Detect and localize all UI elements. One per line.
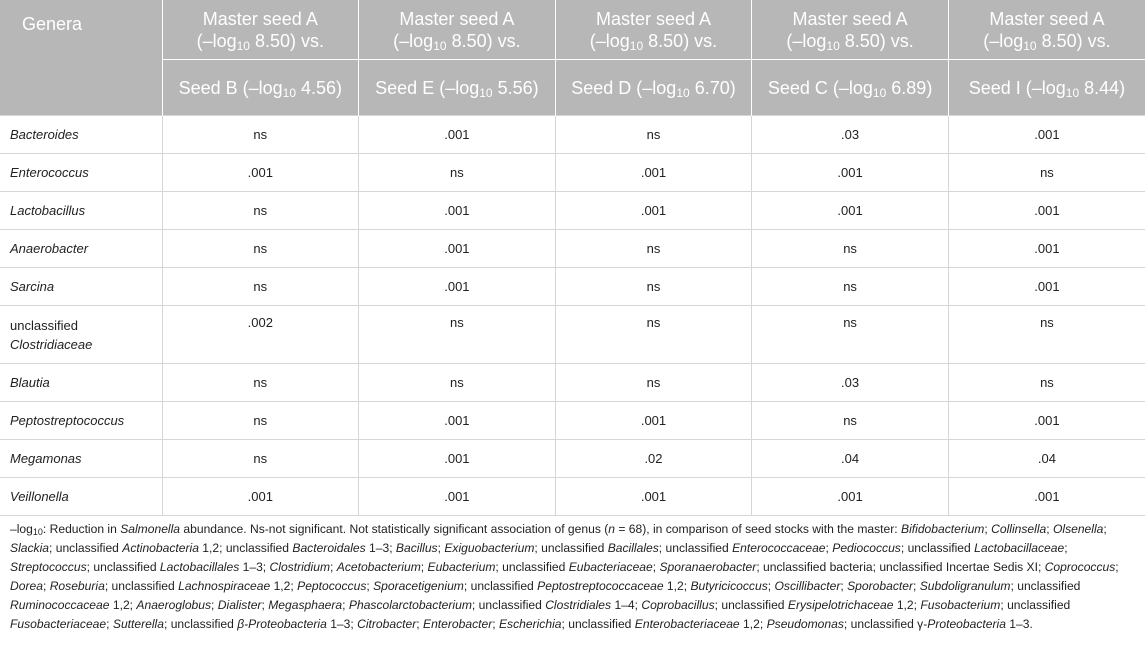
value-cell: .001 xyxy=(555,478,752,516)
master-line2-pre: (–log xyxy=(983,30,1024,51)
master-line1: Master seed A xyxy=(595,8,712,29)
value-cell: .001 xyxy=(162,478,359,516)
seed-pre: Seed C (–log xyxy=(767,77,873,98)
genus-cell xyxy=(0,154,162,192)
master-seed-header xyxy=(948,0,1145,60)
footnote-taxon: Enterococcaceae xyxy=(732,541,826,555)
table-row xyxy=(0,402,1145,440)
footnote xyxy=(0,516,1145,634)
genus-cell xyxy=(0,268,162,306)
value-cell: .03 xyxy=(752,116,949,154)
footnote-text: 1,2; unclassified xyxy=(198,541,293,555)
footnote-text: ; xyxy=(437,541,445,555)
value-cell: .001 xyxy=(359,192,556,230)
genus-name: Enterococcus xyxy=(10,165,89,180)
value-cell: .001 xyxy=(752,478,949,516)
footnote-text: ; xyxy=(42,579,50,593)
value-cell: ns xyxy=(162,192,359,230)
value-cell: .001 xyxy=(162,154,359,192)
table-row xyxy=(0,440,1145,478)
genus-name: Veillonella xyxy=(10,489,69,504)
genus-prefix: unclassified xyxy=(10,317,78,333)
footnote-taxon: Streptococcus xyxy=(10,560,87,574)
footnote-taxon: Erysipelotrichaceae xyxy=(787,598,894,612)
value-cell: .001 xyxy=(948,116,1145,154)
footnote-taxon: Citrobacter xyxy=(357,617,417,631)
footnote-text: ; unclassified bacteria; unclassified Incertae Sedis XI; xyxy=(756,560,1045,574)
footnote-taxon: Dialister xyxy=(217,598,262,612)
footnote-text: ; unclassified xyxy=(1010,579,1081,593)
value-cell: ns xyxy=(948,364,1145,402)
footnote-taxon: Clostridiales xyxy=(545,598,612,612)
seed-sub: 10 xyxy=(872,85,887,100)
master-line2-pre: (–log xyxy=(196,30,237,51)
master-line2-sub: 10 xyxy=(236,38,250,53)
table-row xyxy=(0,306,1145,364)
value-cell: ns xyxy=(555,116,752,154)
seed-sub: 10 xyxy=(282,85,296,100)
footnote-taxon: Exiguobacterium xyxy=(444,541,535,555)
footnote-taxon: Sporanaerobacter xyxy=(659,560,757,574)
footnote-text: 1–3; xyxy=(365,541,396,555)
value-cell: ns xyxy=(555,230,752,268)
value-cell: ns xyxy=(162,364,359,402)
footnote-taxon: Eubacterium xyxy=(427,560,496,574)
footnote-text: 1,2; xyxy=(663,579,691,593)
value-cell: ns xyxy=(162,268,359,306)
footnote-taxon: Butyricicoccus xyxy=(690,579,768,593)
value-cell: ns xyxy=(162,440,359,478)
value-cell: .001 xyxy=(948,268,1145,306)
footnote-text: 1–3. xyxy=(1005,617,1033,631)
footnote-taxon: Salmonella xyxy=(120,522,181,536)
footnote-taxon: Proteobacteria xyxy=(927,617,1006,631)
footnote-taxon: Clostridium xyxy=(269,560,331,574)
footnote-text: ; xyxy=(1115,560,1119,574)
footnote-text: ; unclassified xyxy=(900,541,975,555)
footnote-text: ; xyxy=(913,579,920,593)
footnote-taxon: Dorea xyxy=(10,579,43,593)
master-seed-header xyxy=(555,0,752,60)
seed-sub: 10 xyxy=(1065,85,1080,100)
footnote-taxon: Actinobacteria xyxy=(122,541,199,555)
footnote-taxon: n xyxy=(608,522,615,536)
genus-name: Lactobacillus xyxy=(10,203,86,218)
value-cell: .001 xyxy=(948,192,1145,230)
footnote-text: ; xyxy=(492,617,499,631)
seed-pre: Seed D (–log xyxy=(571,77,677,98)
seed-post: 5.56) xyxy=(492,77,539,98)
value-cell: ns xyxy=(555,364,752,402)
footnote-taxon: Anaeroglobus xyxy=(136,598,212,612)
genus-cell xyxy=(0,192,162,230)
footnote-taxon: Peptococcus xyxy=(297,579,367,593)
footnote-text: ; unclassified xyxy=(471,598,546,612)
footnote-text: 1–3; xyxy=(239,560,270,574)
footnote-taxon: Peptostreptococcaceae xyxy=(537,579,664,593)
footnote-text: ; xyxy=(1046,522,1053,536)
master-line2-post: 8.50) vs. xyxy=(249,30,324,51)
table-row xyxy=(0,116,1145,154)
footnote-taxon: Sporobacter xyxy=(847,579,913,593)
genus-name: Blautia xyxy=(10,375,50,390)
footnote-text: ; xyxy=(420,560,428,574)
footnote-text: ; xyxy=(342,598,349,612)
table-row xyxy=(0,478,1145,516)
footnote-text: ; xyxy=(840,579,848,593)
genus-cell xyxy=(0,364,162,402)
footnote-taxon: Fusobacterium xyxy=(920,598,1001,612)
genus-name: Sarcina xyxy=(10,279,55,294)
footnote-text: 1–4; xyxy=(611,598,642,612)
footnote-taxon: Ruminococcaceae xyxy=(10,598,110,612)
master-line2-pre: (–log xyxy=(393,30,434,51)
footnote-text: ; unclassified xyxy=(463,579,538,593)
footnote-text: ; xyxy=(1064,541,1068,555)
master-line2-sub: 10 xyxy=(629,38,644,53)
footnote-text: ; xyxy=(652,560,660,574)
master-line1: Master seed A xyxy=(399,8,515,29)
genus-cell xyxy=(0,230,162,268)
footnote-taxon: Bacteroidales xyxy=(292,541,366,555)
footnote-taxon: Lactobacillaceae xyxy=(974,541,1065,555)
master-line2-sub: 10 xyxy=(433,38,447,53)
table-row xyxy=(0,192,1145,230)
master-line2-pre: (–log xyxy=(589,30,630,51)
genera-header: Genera xyxy=(0,0,162,116)
genus-cell xyxy=(0,402,162,440)
value-cell: ns xyxy=(359,154,556,192)
master-line1: Master seed A xyxy=(202,8,318,29)
footnote-text: 1,2; xyxy=(739,617,767,631)
footnote-text: 1–3; xyxy=(326,617,358,631)
footnote-taxon: Coprococcus xyxy=(1044,560,1116,574)
genus-name: Clostridiaceae xyxy=(10,336,93,352)
value-cell: .001 xyxy=(555,192,752,230)
value-cell: .001 xyxy=(752,154,949,192)
value-cell: ns xyxy=(948,306,1145,364)
footnote-taxon: Sporacetigenium xyxy=(373,579,464,593)
footnote-taxon: Lachnospiraceae xyxy=(178,579,271,593)
footnote-lead-sub: 10 xyxy=(32,527,43,537)
value-cell: .001 xyxy=(359,268,556,306)
footnote-text: ; xyxy=(366,579,374,593)
footnote-text: abundance. Ns-not significant. Not statistically significant association of genus ( xyxy=(180,522,609,536)
footnote-text: ; xyxy=(106,617,113,631)
value-cell: ns xyxy=(948,154,1145,192)
seed-sub: 10 xyxy=(676,85,690,100)
value-cell: .001 xyxy=(359,230,556,268)
genus-name: Peptostreptococcus xyxy=(10,413,125,428)
footnote-taxon: Bifidobacterium xyxy=(901,522,985,536)
master-line2-post: 8.50) vs. xyxy=(1036,30,1111,51)
value-cell: .001 xyxy=(359,478,556,516)
genus-cell xyxy=(0,440,162,478)
value-cell: ns xyxy=(752,306,949,364)
master-seed-header xyxy=(162,0,359,60)
table-row xyxy=(0,364,1145,402)
value-cell: ns xyxy=(752,402,949,440)
seed-pre: Seed B (–log xyxy=(178,77,283,98)
value-cell: .04 xyxy=(752,440,949,478)
footnote-text: 1,2; xyxy=(893,598,921,612)
footnote-taxon: Coprobacillus xyxy=(641,598,715,612)
value-cell: ns xyxy=(555,306,752,364)
footnote-text: ; xyxy=(984,522,992,536)
footnote-text: ; unclassified xyxy=(658,541,733,555)
genus-name: Bacteroides xyxy=(10,127,79,142)
footnote-taxon: Enterobacteriaceae xyxy=(634,617,740,631)
value-cell: ns xyxy=(359,364,556,402)
footnote-text: ; xyxy=(416,617,423,631)
value-cell: .001 xyxy=(948,402,1145,440)
footnote-text: ; unclassified xyxy=(163,617,238,631)
footnote-taxon: β-Proteobacteria xyxy=(237,617,327,631)
footnote-text: ; unclassified xyxy=(1000,598,1071,612)
master-line2-sub: 10 xyxy=(826,38,840,53)
value-cell: .001 xyxy=(555,402,752,440)
seed-header xyxy=(359,60,556,116)
seed-header xyxy=(948,60,1145,116)
footnote-text: ; unclassified xyxy=(495,560,569,574)
footnote-taxon: Fusobacteriaceae xyxy=(10,617,107,631)
footnote-taxon: Slackia xyxy=(10,541,49,555)
master-line1: Master seed A xyxy=(989,8,1105,29)
value-cell: .002 xyxy=(162,306,359,364)
footnote-text: 1,2; xyxy=(270,579,298,593)
footnote-text: ; unclassified γ- xyxy=(843,617,928,631)
footnote-taxon: Olsenella xyxy=(1052,522,1104,536)
value-cell: .001 xyxy=(948,478,1145,516)
value-cell: .001 xyxy=(359,440,556,478)
footnote-text: ; xyxy=(261,598,269,612)
seed-header xyxy=(162,60,359,116)
value-cell: ns xyxy=(555,268,752,306)
footnote-text: : Reduction in xyxy=(42,522,121,536)
table-header xyxy=(0,0,1145,116)
value-cell: ns xyxy=(162,116,359,154)
master-line2-sub: 10 xyxy=(1023,38,1037,53)
footnote-taxon: Bacillales xyxy=(607,541,659,555)
value-cell: ns xyxy=(162,402,359,440)
footnote-text: ; xyxy=(825,541,833,555)
footnote-taxon: Phascolarctobacterium xyxy=(348,598,472,612)
value-cell: .001 xyxy=(948,230,1145,268)
footnote-taxon: Pseudomonas xyxy=(766,617,844,631)
seed-pre: Seed E (–log xyxy=(375,77,480,98)
seed-sub: 10 xyxy=(479,85,493,100)
footnote-text: ; xyxy=(330,560,337,574)
seed-post: 8.44) xyxy=(1079,77,1126,98)
footnote-text: 1,2; xyxy=(109,598,137,612)
footnote-taxon: Pediococcus xyxy=(832,541,901,555)
footnote-text: = 68), in comparison of seed stocks with the master: xyxy=(615,522,902,536)
seed-header xyxy=(555,60,752,116)
footnote-text: ; unclassified xyxy=(49,541,123,555)
value-cell: ns xyxy=(752,268,949,306)
footnote-taxon: Oscillibacter xyxy=(774,579,841,593)
footnote-taxon: Subdoligranulum xyxy=(919,579,1011,593)
footnote-text: ; unclassified xyxy=(561,617,635,631)
value-cell: ns xyxy=(359,306,556,364)
table-body xyxy=(0,116,1145,516)
seed-header xyxy=(752,60,949,116)
genus-name: Megamonas xyxy=(10,451,82,466)
footnote-text: ; unclassified xyxy=(534,541,608,555)
footnote-taxon: Escherichia xyxy=(498,617,562,631)
genus-name: Anaerobacter xyxy=(10,241,89,256)
master-line1: Master seed A xyxy=(792,8,908,29)
footnote-taxon: Collinsella xyxy=(991,522,1047,536)
seed-post: 6.70) xyxy=(689,77,736,98)
genus-cell xyxy=(0,306,162,364)
seed-post: 6.89) xyxy=(886,77,933,98)
genus-cell xyxy=(0,478,162,516)
table-row xyxy=(0,268,1145,306)
master-line2-post: 8.50) vs. xyxy=(839,30,914,51)
seed-pre: Seed I (–log xyxy=(968,77,1066,98)
value-cell: .001 xyxy=(752,192,949,230)
value-cell: .001 xyxy=(359,116,556,154)
table-row xyxy=(0,230,1145,268)
value-cell: .001 xyxy=(555,154,752,192)
footnote-taxon: Enterobacter xyxy=(423,617,493,631)
footnote-taxon: Lactobacillales xyxy=(159,560,240,574)
footnote-taxon: Roseburia xyxy=(49,579,105,593)
footnote-text: ; xyxy=(211,598,218,612)
footnote-taxon: Sutterella xyxy=(112,617,164,631)
value-cell: .04 xyxy=(948,440,1145,478)
value-cell: ns xyxy=(162,230,359,268)
master-line2-post: 8.50) vs. xyxy=(446,30,521,51)
value-cell: .02 xyxy=(555,440,752,478)
footnote-text: ; unclassified xyxy=(86,560,160,574)
value-cell: .001 xyxy=(359,402,556,440)
value-cell: .03 xyxy=(752,364,949,402)
master-line2-post: 8.50) vs. xyxy=(643,30,718,51)
footnote-text: ; xyxy=(767,579,775,593)
footnote-taxon: Acetobacterium xyxy=(336,560,421,574)
seed-post: 4.56) xyxy=(296,77,343,98)
footnote-text: ; unclassified xyxy=(104,579,179,593)
master-seed-header xyxy=(752,0,949,60)
table-row xyxy=(0,154,1145,192)
footnote-taxon: Megasphaera xyxy=(268,598,343,612)
value-cell: ns xyxy=(752,230,949,268)
master-seed-header xyxy=(359,0,556,60)
master-line2-pre: (–log xyxy=(786,30,827,51)
footnote-text: ; xyxy=(1103,522,1107,536)
footnote-lead: –log xyxy=(10,522,33,536)
footnote-taxon: Bacillus xyxy=(395,541,438,555)
genus-cell xyxy=(0,116,162,154)
footnote-taxon: Eubacteriaceae xyxy=(568,560,653,574)
footnote-text: ; unclassified xyxy=(714,598,788,612)
